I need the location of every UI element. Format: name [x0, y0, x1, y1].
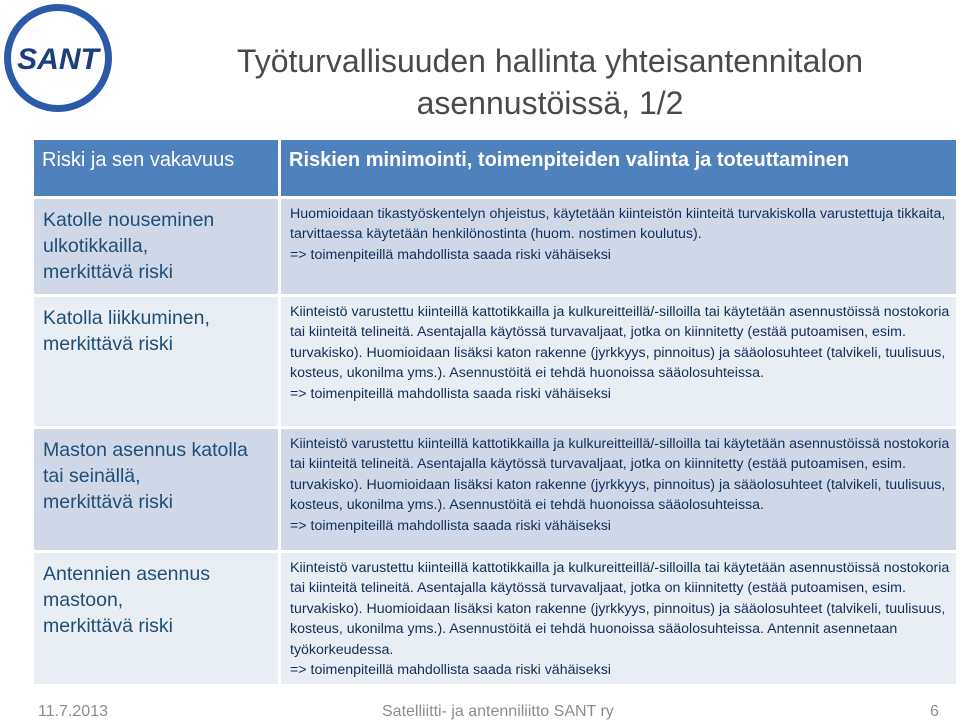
table-row — [34, 429, 956, 550]
svg-text:SANT: SANT — [17, 43, 99, 76]
title-line-1: Työturvallisuuden hallinta yhteisantennitalon — [236, 43, 864, 79]
conclusion-text: => toimenpiteillä mahdollista saada riski vähäiseksi — [290, 385, 611, 402]
footer-organization: Satelliitti- ja antenniliitto SANT ry — [382, 703, 614, 720]
risk-cell — [34, 553, 278, 684]
risk-text: Katolla liikkuminen, merkittävä riski — [43, 307, 210, 355]
risk-text: Maston asennus katolla tai seinällä, merkittävä riski — [43, 439, 248, 513]
measures-text: Kiinteistö varustettu kiinteillä kattotikkailla ja kulkureitteillä/-silloilla tai käytetään asennustöissä nostokoria tai kiinteitä telineitä. Asentajalla käytössä turvavaljaat, jotka on kiinnitetty (estää putoamisen, esim. turvakisko). Huomioidaan lisäksi katon rakenne (jyrkkyys, pinnoitus) ja sääolosuhteet (talvikeli, tuulisuus, kosteus, ukonilma yms.). Asennustöitä ei tehdä huonoissa sääolosuhteissa. — [290, 436, 950, 514]
table-row — [34, 297, 956, 426]
measures-cell — [281, 429, 956, 550]
footer-page-number: 6 — [930, 703, 939, 720]
header-measures: Riskien minimointi, toimenpiteiden valinta ja toteuttaminen — [281, 140, 956, 196]
measures-cell — [281, 297, 956, 426]
measures-cell — [281, 199, 956, 294]
risk-cell — [34, 429, 278, 550]
risk-text: Katolle nouseminen ulkotikkailla, merkittävä riski — [43, 209, 215, 283]
table-row — [34, 553, 956, 684]
risk-text: Antennien asennus mastoon, merkittävä riski — [43, 563, 210, 637]
page-title — [200, 40, 900, 124]
conclusion-text: => toimenpiteillä mahdollista saada riski vähäiseksi — [290, 246, 611, 263]
table-header-row — [34, 140, 956, 196]
title-line-2: asennustöissä, 1/2 — [416, 85, 684, 121]
measures-cell — [281, 553, 956, 684]
sant-logo — [2, 2, 114, 114]
risk-cell — [34, 199, 278, 294]
measures-text: Huomioidaan tikastyöskentelyn ohjeistus, käytetään kiinteistön kiinteitä turvakiskolla varustettuja tikkaita, tarvittaessa käytetään henkilönostinta (huom. nostimen koulutus). — [290, 206, 946, 243]
table-row — [34, 199, 956, 294]
conclusion-text: => toimenpiteillä mahdollista saada riski vähäiseksi — [290, 517, 611, 534]
header-risk: Riski ja sen vakavuus — [34, 140, 278, 196]
conclusion-text: => toimenpiteillä mahdollista saada riski vähäiseksi — [290, 662, 611, 679]
measures-text: Kiinteistö varustettu kiinteillä kattotikkailla ja kulkureitteillä/-silloilla tai käytetään asennustöissä nostokoria tai kiinteitä telineitä. Asentajalla käytössä turvavaljaat, jotka on kiinnitetty (estää putoamisen, esim. turvakisko). Huomioidaan lisäksi katon rakenne (jyrkkyys, pinnoitus) ja sääolosuhteet (talvikeli, tuulisuus, kosteus, ukonilma yms.). Asennustöitä ei tehdä huonoissa sääolosuhteissa. — [290, 304, 950, 382]
footer-date: 11.7.2013 — [38, 703, 108, 720]
measures-text: Kiinteistö varustettu kiinteillä kattotikkailla ja kulkureitteillä/-silloilla tai käytetään asennustöissä nostokoria tai kiinteitä telineitä. Asentajalla käytössä turvavaljaat, jotka on kiinnitetty (estää putoamisen, esim. turvakisko). Huomioidaan lisäksi katon rakenne (jyrkkyys, pinnoitus) ja sääolosuhteet (talvikeli, tuulisuus, kosteus, ukonilma yms.). Asennustöitä ei tehdä huonoissa sääolosuhteissa. Antennit asennetaan työkorkeudessa. — [290, 560, 950, 658]
risk-cell — [34, 297, 278, 426]
